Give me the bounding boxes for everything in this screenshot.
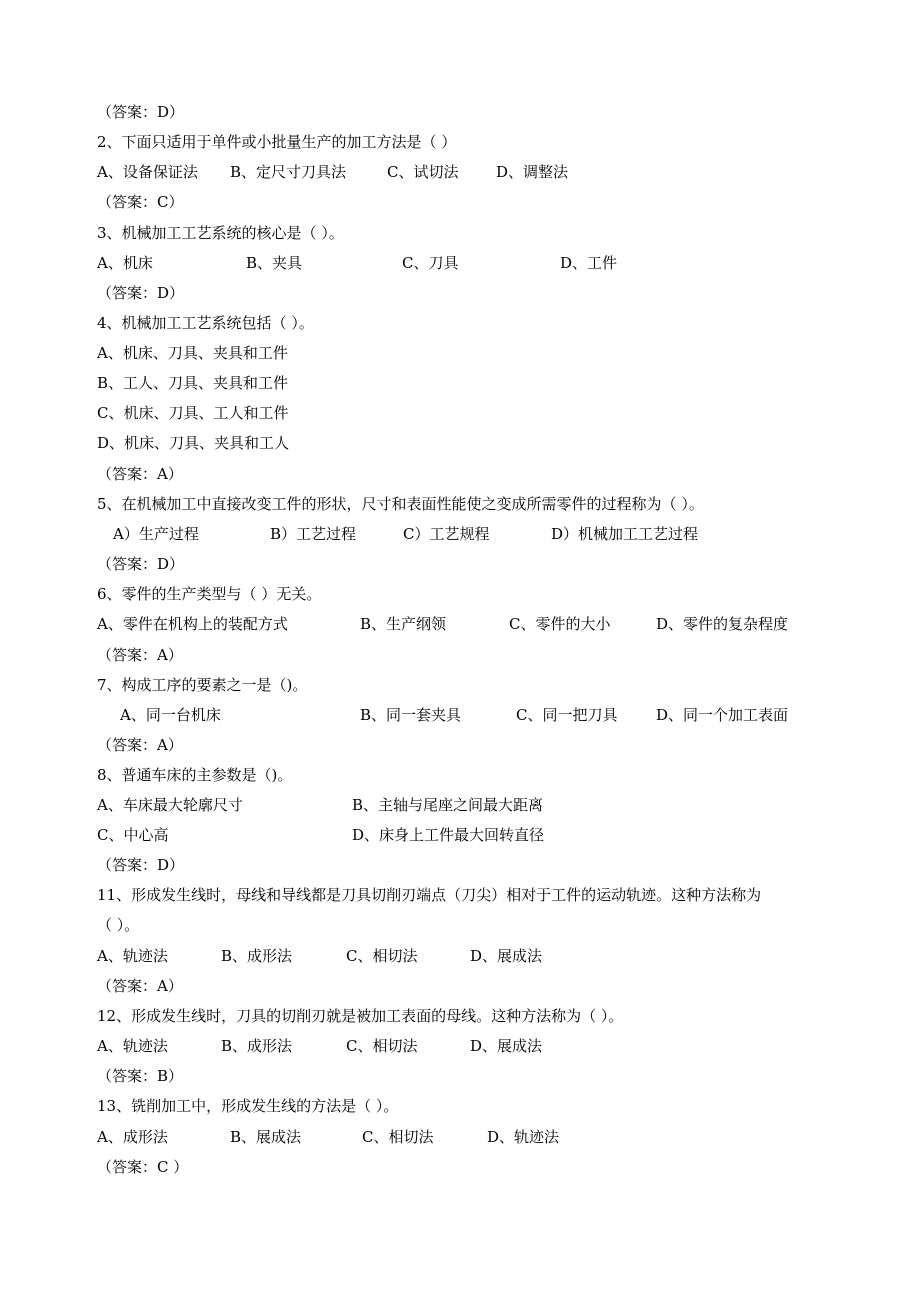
option-text: D、调整法 <box>496 163 569 181</box>
option-text: A）生产过程 <box>113 525 199 543</box>
option-text: B、定尺寸刀具法 <box>230 163 347 181</box>
line-text: （答案：C） <box>97 193 184 211</box>
option-text: C、相切法 <box>346 947 418 965</box>
line-text: 8、普通车床的主参数是（)。 <box>97 766 293 784</box>
line-text: （答案：D） <box>97 856 185 874</box>
line-text: （ ）。 <box>97 916 140 934</box>
option-text: B、夹具 <box>246 254 303 272</box>
line-text: （答案：A） <box>97 977 183 995</box>
option-text: A、车床最大轮廓尺寸 <box>97 796 243 814</box>
option-text: A、机床、刀具、夹具和工件 <box>97 344 288 362</box>
option-text: B、展成法 <box>230 1128 302 1146</box>
option-text: D、展成法 <box>470 947 543 965</box>
option-text: A、机床 <box>97 254 153 272</box>
line-text: 13、铣削加工中，形成发生线的方法是（ ）。 <box>97 1097 399 1115</box>
line-text: 4、机械加工工艺系统包括（ ）。 <box>97 314 314 332</box>
line-text: 7、构成工序的要素之一是（)。 <box>97 676 308 694</box>
option-text: A、设备保证法 <box>97 163 198 181</box>
option-text: D、零件的复杂程度 <box>656 615 789 633</box>
line-text: （答案：B） <box>97 1067 184 1085</box>
option-text: B、主轴与尾座之间最大距离 <box>352 796 544 814</box>
option-text: A、成形法 <box>97 1128 168 1146</box>
option-text: B、成形法 <box>221 1037 293 1055</box>
option-text: A、同一台机床 <box>120 706 221 724</box>
line-text: （答案：D） <box>97 103 185 121</box>
option-text: D）机械加工工艺过程 <box>551 525 699 543</box>
option-text: C、同一把刀具 <box>516 706 618 724</box>
line-text: （答案：D） <box>97 284 185 302</box>
option-text: D、同一个加工表面 <box>656 706 789 724</box>
option-text: A、轨迹法 <box>97 1037 168 1055</box>
line-text: （答案：D） <box>97 555 185 573</box>
line-text: （答案：A） <box>97 736 183 754</box>
line-text: 6、零件的生产类型与（ ）无关。 <box>97 585 322 603</box>
line-text: 3、机械加工工艺系统的核心是（ ）。 <box>97 224 344 242</box>
option-text: D、轨迹法 <box>487 1128 560 1146</box>
option-text: B、同一套夹具 <box>360 706 462 724</box>
option-text: D、机床、刀具、夹具和工人 <box>97 434 290 452</box>
line-text: 12、形成发生线时，刀具的切削刃就是被加工表面的母线。这种方法称为（ ）。 <box>97 1007 624 1025</box>
option-text: C、刀具 <box>402 254 459 272</box>
option-text: C、机床、刀具、工人和工件 <box>97 404 289 422</box>
option-text: A、轨迹法 <box>97 947 168 965</box>
option-text: C、相切法 <box>362 1128 434 1146</box>
option-text: B、工人、刀具、夹具和工件 <box>97 374 289 392</box>
option-text: C、中心高 <box>97 826 169 844</box>
option-text: C、相切法 <box>346 1037 418 1055</box>
option-text: D、展成法 <box>470 1037 543 1055</box>
option-text: A、零件在机构上的装配方式 <box>97 615 288 633</box>
line-text: 5、在机械加工中直接改变工件的形状，尺寸和表面性能使之变成所需零件的过程称为（ ）。 <box>97 495 704 513</box>
option-text: C）工艺规程 <box>403 525 490 543</box>
line-text: （答案：C ） <box>97 1158 189 1176</box>
option-text: B）工艺过程 <box>270 525 357 543</box>
option-text: B、生产纲领 <box>360 615 447 633</box>
option-text: B、成形法 <box>221 947 293 965</box>
line-text: 11、形成发生线时，母线和导线都是刀具切削刃端点（刀尖）相对于工件的运动轨迹。这种方法称为 <box>97 886 762 904</box>
line-text: （答案：A） <box>97 646 183 664</box>
line-text: 2、下面只适用于单件或小批量生产的加工方法是（ ） <box>97 133 457 151</box>
option-text: C、试切法 <box>387 163 459 181</box>
option-text: D、床身上工件最大回转直径 <box>352 826 545 844</box>
option-text: D、工件 <box>560 254 618 272</box>
line-text: （答案：A） <box>97 465 183 483</box>
option-text: C、零件的大小 <box>509 615 611 633</box>
